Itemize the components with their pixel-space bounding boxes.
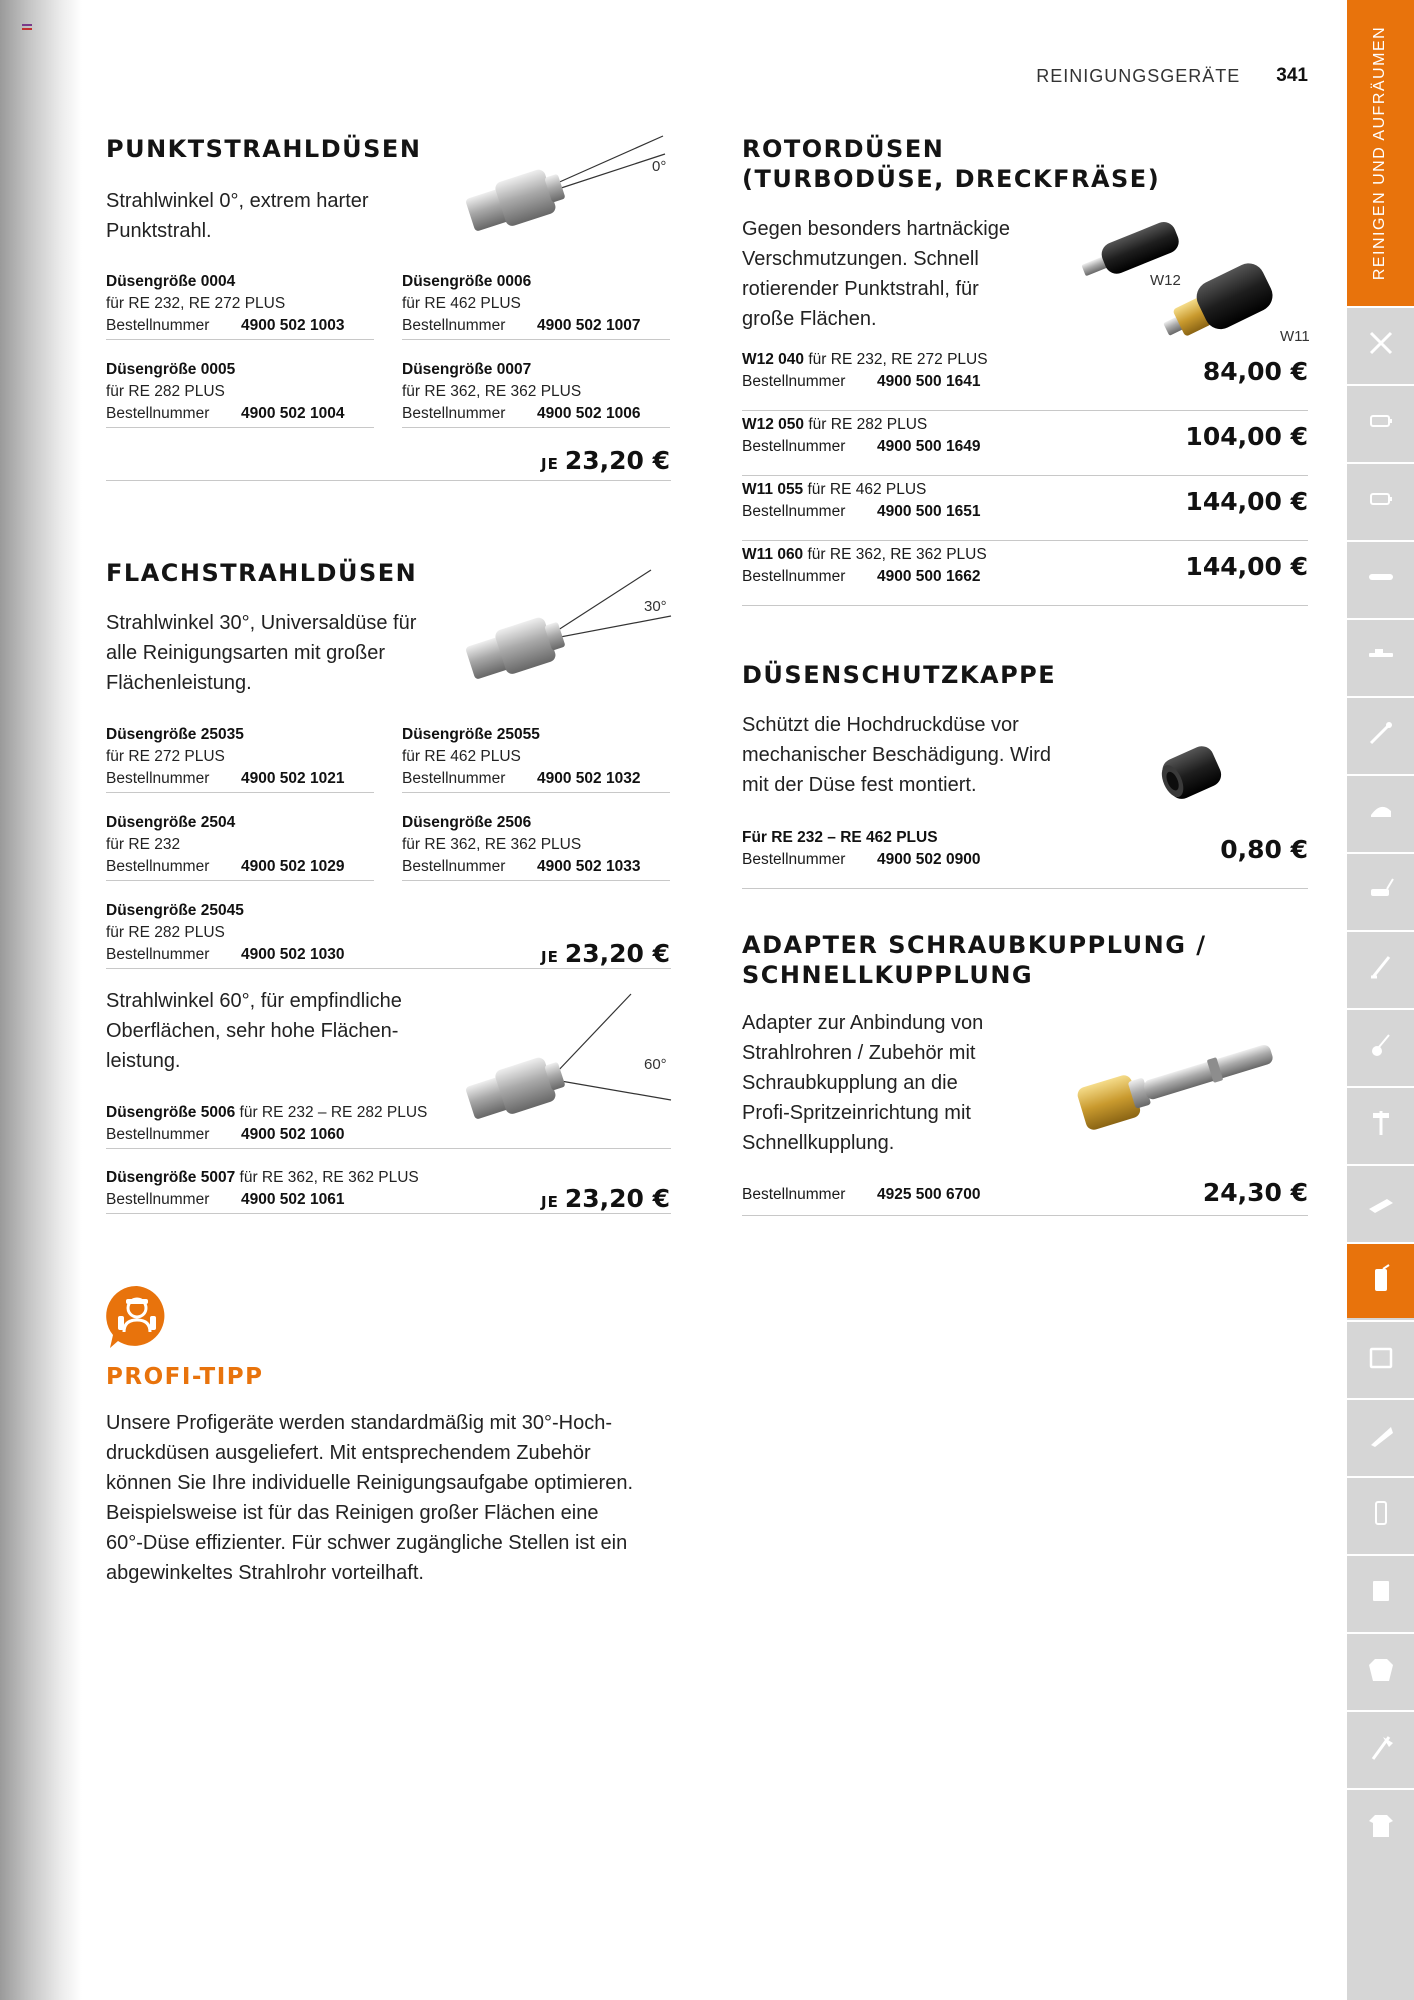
page-number: 341 bbox=[1276, 65, 1308, 86]
sidebar-tab[interactable] bbox=[1347, 1320, 1414, 1396]
item-name: Düsengröße 25035 bbox=[106, 726, 244, 743]
sidebar-tab[interactable] bbox=[1347, 774, 1414, 850]
protective-cap-image bbox=[1150, 730, 1240, 810]
desc-line: Adapter zur Anbindung von bbox=[742, 1012, 984, 1034]
item-name: W11 055 bbox=[742, 481, 804, 498]
item-fit: für RE 272 PLUS bbox=[106, 748, 225, 765]
desc-line: alle Reinigungsarten mit großer bbox=[106, 642, 386, 664]
tip-line: können Sie Ihre individuelle Reinigungsaufgabe optimieren. bbox=[106, 1472, 634, 1494]
list-item bbox=[742, 544, 1308, 606]
lawnmower-icon bbox=[1365, 873, 1397, 910]
item-fit: für RE 462 PLUS bbox=[402, 295, 521, 312]
hedge-trimmer-icon bbox=[1365, 639, 1397, 676]
desc-line: leistung. bbox=[106, 1050, 181, 1072]
tiller-icon bbox=[1365, 1029, 1397, 1066]
price-value: 104,00 € bbox=[1185, 422, 1308, 451]
item-fit: für RE 462 PLUS bbox=[807, 481, 927, 498]
item-fit: für RE 362, RE 362 PLUS bbox=[402, 383, 582, 400]
item-name: Düsengröße 25045 bbox=[106, 902, 244, 919]
title-line: ADAPTER SCHRAUBKUPPLUNG / bbox=[742, 931, 1207, 959]
blower-icon bbox=[1365, 795, 1397, 832]
sidebar-tab[interactable] bbox=[1347, 1242, 1414, 1318]
price-value: 144,00 € bbox=[1185, 552, 1308, 581]
order-number: 4900 502 1007 bbox=[537, 317, 641, 334]
punktstrahl-title: PUNKTSTRAHLDÜSEN bbox=[106, 135, 422, 163]
item-fit: für RE 232 – RE 282 PLUS bbox=[239, 1104, 428, 1121]
desc-line: Gegen besonders hartnäckige bbox=[742, 218, 1010, 240]
axe-icon bbox=[1365, 1731, 1397, 1768]
desc-line: mit der Düse fest montiert. bbox=[742, 774, 977, 796]
order-label: Bestellnummer bbox=[742, 1186, 846, 1203]
order-label: Bestellnummer bbox=[106, 1191, 210, 1208]
price-prefix: JE bbox=[540, 455, 559, 473]
flachstrahl-60-description bbox=[106, 986, 466, 1076]
sidebar-tab[interactable] bbox=[1347, 1008, 1414, 1084]
adapter-coupling-image bbox=[1070, 1016, 1280, 1136]
price-value: 0,80 € bbox=[1220, 835, 1308, 864]
item-name: W12 040 bbox=[742, 351, 805, 368]
item-name: W11 060 bbox=[742, 546, 804, 563]
kappe-description bbox=[742, 710, 1082, 800]
sidebar-tab[interactable] bbox=[1347, 1086, 1414, 1162]
chainsaw-icon bbox=[1365, 561, 1397, 598]
order-label: Bestellnummer bbox=[106, 317, 210, 334]
order-number: 4900 502 1030 bbox=[241, 946, 345, 963]
item-fit: für RE 462 PLUS bbox=[402, 748, 521, 765]
desc-line: Schützt die Hochdruckdüse vor bbox=[742, 714, 1019, 736]
adapter-title bbox=[742, 930, 1207, 990]
desc-line: Punktstrahl. bbox=[106, 220, 212, 242]
order-label: Bestellnummer bbox=[402, 858, 506, 875]
order-number: 4900 502 1060 bbox=[241, 1126, 345, 1143]
order-number: 4900 502 1003 bbox=[241, 317, 345, 334]
price-divider bbox=[106, 480, 671, 481]
list-item bbox=[742, 827, 1308, 889]
book-icon bbox=[1365, 1575, 1397, 1612]
desc-line: mechanischer Beschädigung. Wird bbox=[742, 744, 1052, 766]
item-name: Düsengröße 2506 bbox=[402, 814, 532, 831]
list-item bbox=[106, 724, 374, 793]
item-name: Düsengröße 0006 bbox=[402, 273, 532, 290]
rotor-title bbox=[742, 134, 1160, 194]
list-item bbox=[106, 271, 374, 340]
list-item bbox=[402, 812, 670, 881]
sidebar-tab[interactable] bbox=[1347, 1554, 1414, 1630]
list-item bbox=[402, 271, 670, 340]
order-number: 4900 502 1029 bbox=[241, 858, 345, 875]
adapter-description bbox=[742, 1008, 1072, 1158]
item-name: Düsengröße 2504 bbox=[106, 814, 236, 831]
order-number: 4900 500 1651 bbox=[877, 503, 981, 520]
desc-line: Verschmutzungen. Schnell bbox=[742, 248, 979, 270]
order-label: Bestellnummer bbox=[742, 851, 846, 868]
flachstrahl-description bbox=[106, 608, 466, 698]
sidebar-tab[interactable] bbox=[1347, 852, 1414, 928]
list-item bbox=[402, 724, 670, 793]
title-line: ROTORDÜSEN bbox=[742, 135, 945, 163]
sidebar-tab[interactable] bbox=[1347, 696, 1414, 772]
item-name: Düsengröße 0005 bbox=[106, 361, 236, 378]
list-item bbox=[742, 1152, 1308, 1216]
print-mark bbox=[22, 24, 32, 30]
list-item bbox=[106, 812, 374, 881]
price-flachstrahl-60 bbox=[470, 1184, 670, 1213]
sidebar-tab[interactable] bbox=[1347, 930, 1414, 1006]
item-fit: für RE 232 bbox=[106, 836, 181, 853]
order-number: 4900 502 1032 bbox=[537, 770, 641, 787]
order-number: 4900 502 1021 bbox=[241, 770, 345, 787]
sidebar-section-label: REINIGEN UND AUFRÄUMEN bbox=[1371, 25, 1389, 281]
smartphone-icon bbox=[1365, 1497, 1397, 1534]
list-item bbox=[742, 349, 1308, 411]
desc-line: Schnellkupplung. bbox=[742, 1132, 895, 1154]
auger-icon bbox=[1365, 1107, 1397, 1144]
item-fit: für RE 232, RE 272 PLUS bbox=[106, 295, 286, 312]
order-label: Bestellnummer bbox=[106, 858, 210, 875]
punktstrahl-description bbox=[106, 186, 436, 246]
price-value: 23,20 € bbox=[564, 939, 670, 968]
page-spine-shadow bbox=[0, 0, 82, 2000]
order-label: Bestellnummer bbox=[742, 438, 846, 455]
battery-icon bbox=[1365, 405, 1397, 442]
order-label: Bestellnummer bbox=[106, 405, 210, 422]
label-w11: W11 bbox=[1280, 328, 1310, 345]
sidebar-tab[interactable] bbox=[1347, 384, 1414, 460]
rotor-description bbox=[742, 214, 1062, 334]
desc-line: Strahlrohren / Zubehör mit bbox=[742, 1042, 976, 1064]
flachstrahl-title: FLACHSTRAHLDÜSEN bbox=[106, 559, 418, 587]
desc-line: Strahlwinkel 60°, für empfindliche bbox=[106, 990, 402, 1012]
price-value: 24,30 € bbox=[1202, 1178, 1308, 1207]
order-number: 4900 502 1033 bbox=[537, 858, 641, 875]
order-label: Bestellnummer bbox=[402, 405, 506, 422]
sidebar-tab[interactable] bbox=[1347, 540, 1414, 616]
pressure-washer-icon bbox=[1365, 1263, 1397, 1300]
desc-line: Oberflächen, sehr hohe Flächen- bbox=[106, 1020, 399, 1042]
list-item bbox=[106, 359, 374, 428]
sidebar-tab[interactable] bbox=[1347, 1710, 1414, 1786]
price-prefix: JE bbox=[540, 948, 559, 966]
order-label: Bestellnummer bbox=[106, 946, 210, 963]
title-line: SCHNELLKUPPLUNG bbox=[742, 961, 1034, 989]
order-label: Bestellnummer bbox=[106, 770, 210, 787]
item-fit: für RE 282 PLUS bbox=[106, 383, 225, 400]
order-label: Bestellnummer bbox=[742, 373, 846, 390]
order-number: 4900 502 1004 bbox=[241, 405, 345, 422]
nozzle-30-degree-image bbox=[455, 566, 685, 706]
battery-icon bbox=[1365, 483, 1397, 520]
item-fit: für RE 282 PLUS bbox=[106, 924, 225, 941]
sidebar-tab[interactable] bbox=[1347, 1164, 1414, 1240]
item-name: W12 050 bbox=[742, 416, 805, 433]
tip-line: 60°-Düse effizienter. Für schwer zugängliche Stellen ist ein bbox=[106, 1532, 628, 1554]
order-label: Bestellnummer bbox=[742, 503, 846, 520]
price-flachstrahl bbox=[470, 939, 670, 968]
price-value: 84,00 € bbox=[1202, 357, 1308, 386]
order-label: Bestellnummer bbox=[742, 568, 846, 585]
desc-line: Strahlwinkel 0°, extrem harter bbox=[106, 190, 369, 212]
desc-line: rotierender Punktstrahl, für bbox=[742, 278, 979, 300]
order-number: 4900 500 1649 bbox=[877, 438, 981, 455]
price-value: 23,20 € bbox=[564, 1184, 670, 1213]
item-fit: für RE 282 PLUS bbox=[808, 416, 928, 433]
price-value: 23,20 € bbox=[564, 446, 670, 475]
angle-label-60: 60° bbox=[644, 1056, 667, 1073]
trimmer-icon bbox=[1365, 951, 1397, 988]
tip-line: Unsere Profigeräte werden standardmäßig mit 30°-Hoch- bbox=[106, 1412, 612, 1434]
item-name: Düsengröße 5007 bbox=[106, 1169, 236, 1186]
profi-tip-icon bbox=[104, 1284, 170, 1350]
list-item bbox=[742, 414, 1308, 476]
tools-icon bbox=[1365, 327, 1397, 364]
price-punktstrahl bbox=[470, 446, 670, 475]
sidebar-tab[interactable] bbox=[1347, 1632, 1414, 1708]
price-prefix: JE bbox=[540, 1193, 559, 1211]
category-sidebar bbox=[1347, 0, 1414, 2000]
sidebar-tab[interactable] bbox=[1347, 1476, 1414, 1552]
order-number: 4900 502 1006 bbox=[537, 405, 641, 422]
tip-line: Beispielsweise ist für das Reinigen großer Flächen eine bbox=[106, 1502, 599, 1524]
sidebar-tab[interactable] bbox=[1347, 618, 1414, 694]
price-value: 144,00 € bbox=[1185, 487, 1308, 516]
order-number: 4925 500 6700 bbox=[877, 1186, 981, 1203]
angle-label-30: 30° bbox=[644, 598, 667, 615]
kappe-title: DÜSENSCHUTZKAPPE bbox=[742, 661, 1057, 689]
header-section-title: REINIGUNGSGERÄTE bbox=[1036, 65, 1241, 86]
order-number: 4900 502 1061 bbox=[241, 1191, 345, 1208]
order-label: Bestellnummer bbox=[402, 317, 506, 334]
list-item bbox=[402, 359, 670, 428]
sidebar-tab[interactable] bbox=[1347, 1788, 1414, 1864]
item-name: Für RE 232 – RE 462 PLUS bbox=[742, 829, 938, 846]
sidebar-section-tab[interactable] bbox=[1347, 0, 1414, 306]
shredder-icon bbox=[1365, 1341, 1397, 1378]
item-fit: für RE 362, RE 362 PLUS bbox=[239, 1169, 419, 1186]
desc-line: Flächenleistung. bbox=[106, 672, 252, 694]
shirt-icon bbox=[1365, 1809, 1397, 1846]
desc-line: Strahlwinkel 30°, Universaldüse für bbox=[106, 612, 417, 634]
item-fit: für RE 362, RE 362 PLUS bbox=[807, 546, 987, 563]
brushcutter-icon bbox=[1365, 717, 1397, 754]
item-name: Düsengröße 25055 bbox=[402, 726, 540, 743]
order-label: Bestellnummer bbox=[106, 1126, 210, 1143]
desc-line: Schraubkupplung an die bbox=[742, 1072, 958, 1094]
nozzle-0-degree-image bbox=[455, 128, 685, 248]
sidebar-tab[interactable] bbox=[1347, 306, 1414, 382]
label-w12: W12 bbox=[1150, 272, 1181, 289]
tip-line: druckdüsen ausgeliefert. Mit entsprechendem Zubehör bbox=[106, 1442, 591, 1464]
desc-line: große Flächen. bbox=[742, 308, 877, 330]
profi-tip-text bbox=[106, 1408, 666, 1588]
item-name: Düsengröße 5006 bbox=[106, 1104, 236, 1121]
list-item bbox=[106, 1102, 671, 1149]
order-number: 4900 500 1641 bbox=[877, 373, 981, 390]
item-name: Düsengröße 0007 bbox=[402, 361, 532, 378]
order-number: 4900 500 1662 bbox=[877, 568, 981, 585]
angle-label-0: 0° bbox=[652, 158, 667, 175]
sweeper-icon bbox=[1365, 1419, 1397, 1456]
sidebar-tab[interactable] bbox=[1347, 462, 1414, 538]
item-name: Düsengröße 0004 bbox=[106, 273, 236, 290]
item-fit: für RE 232, RE 272 PLUS bbox=[808, 351, 988, 368]
saw-icon bbox=[1365, 1185, 1397, 1222]
order-label: Bestellnummer bbox=[402, 770, 506, 787]
profi-tip-title: PROFI-TIPP bbox=[106, 1364, 264, 1390]
sidebar-tab[interactable] bbox=[1347, 1398, 1414, 1474]
list-item bbox=[742, 479, 1308, 541]
tip-line: abgewinkeltes Strahlrohr vorteilhaft. bbox=[106, 1562, 424, 1584]
item-fit: für RE 362, RE 362 PLUS bbox=[402, 836, 582, 853]
jacket-icon bbox=[1365, 1653, 1397, 1690]
desc-line: Profi-Spritzeinrichtung mit bbox=[742, 1102, 971, 1124]
page-header bbox=[1036, 64, 1308, 88]
rotor-nozzle-image bbox=[1070, 212, 1310, 352]
title-line: (TURBODÜSE, DRECKFRÄSE) bbox=[742, 165, 1161, 193]
order-number: 4900 502 0900 bbox=[877, 851, 981, 868]
